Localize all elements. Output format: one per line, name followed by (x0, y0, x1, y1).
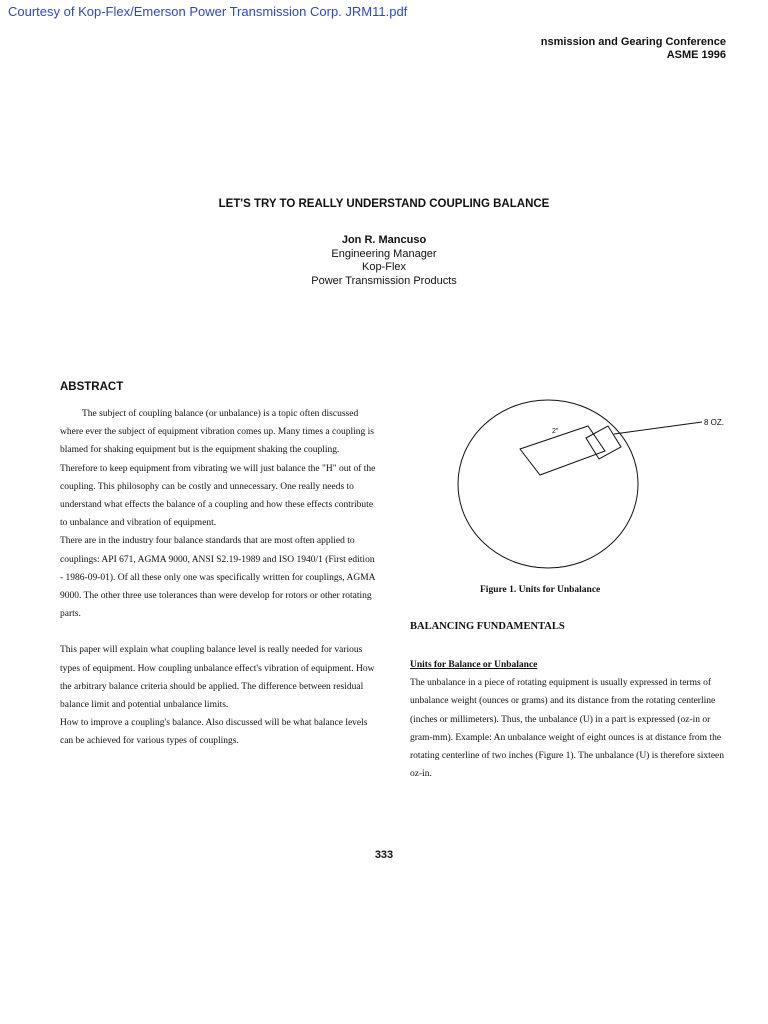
conference-header (541, 36, 726, 62)
paper-title: LET'S TRY TO REALLY UNDERSTAND COUPLING BALANCE (218, 198, 550, 210)
subsection-heading: Units for Balance or Unbalance (410, 660, 538, 670)
author-block (0, 234, 768, 288)
section-heading: BALANCING FUNDAMENTALS (410, 621, 565, 632)
distance-label: 2" (552, 428, 559, 435)
unbalance-diagram (448, 396, 728, 576)
rotor-circle (458, 400, 638, 568)
abstract-paragraph: This paper will explain what coupling balance level is really needed for various types of equipment. How coupling unbalance effect's vibration of equipment. How the arbitrary balance criteria should be applied. The difference between residual balance limit and potential unbalance limits. (60, 645, 375, 711)
author-company: Kop-Flex (361, 261, 407, 273)
figure-caption: Figure 1. Units for Unbalance (480, 585, 601, 595)
weight-leader-line (614, 422, 702, 434)
author-division: Power Transmission Products (311, 274, 457, 287)
weight-label: 8 OZ. (704, 418, 725, 427)
fundamentals-body (410, 656, 726, 783)
author-name: Jon R. Mancuso (341, 234, 427, 246)
fundamentals-paragraph: The unbalance in a piece of rotating equipment is usually expressed in terms of unbalance weight (ounces or grams) and its distance from the rotating centerline (inches or millimeters). Thus, the unbalance (U) in a part is expressed (oz-in or gram-mm). Example: An unbalance weight of eight ounces is at distance from the rotating centerline of two inches (Figure 1). The unbalance (U) is therefore sixteen oz-in. (410, 678, 725, 780)
abstract-paragraph: The subject of coupling balance (or unbalance) is a topic often discussed where ever the subject of equipment vibration comes up. Many times a coupling is blamed for shaking equipment but is the equipment shaking the coupling. Therefore to keep equipment from vibrating we will just balance the "H" out of the coupling. This philosophy can be costly and unnecessary. One really needs to understand what effects the balance of a coupling and how these effects contribute to unbalance and vibration of equipment. (60, 409, 376, 529)
abstract-body (60, 405, 378, 751)
abstract-paragraph: There are in the industry four balance standards that are most often applied to couplings: API 671, AGMA 9000, ANSI S2.19-1989 and ISO 1940/1 (First edition - 1986-09-01). Of all these only one was specifically written for couplings, AGMA 9000. The other three use tolerances than were develop for rotors or other rotating parts. (60, 536, 376, 620)
paragraph-gap (60, 623, 378, 641)
distance-bracket (520, 426, 605, 475)
author-role: Engineering Manager (331, 247, 437, 260)
abstract-paragraph: How to improve a coupling's balance. Also discussed will be what balance levels can be achieved for various types of couplings. (60, 718, 368, 747)
conference-name: nsmission and Gearing Conference (540, 36, 726, 48)
page-number: 333 (374, 849, 394, 861)
courtesy-link[interactable]: Courtesy of Kop-Flex/Emerson Power Transmission Corp. JRM11.pdf (8, 4, 408, 19)
conference-year: ASME 1996 (666, 49, 726, 61)
abstract-heading: ABSTRACT (60, 381, 124, 393)
